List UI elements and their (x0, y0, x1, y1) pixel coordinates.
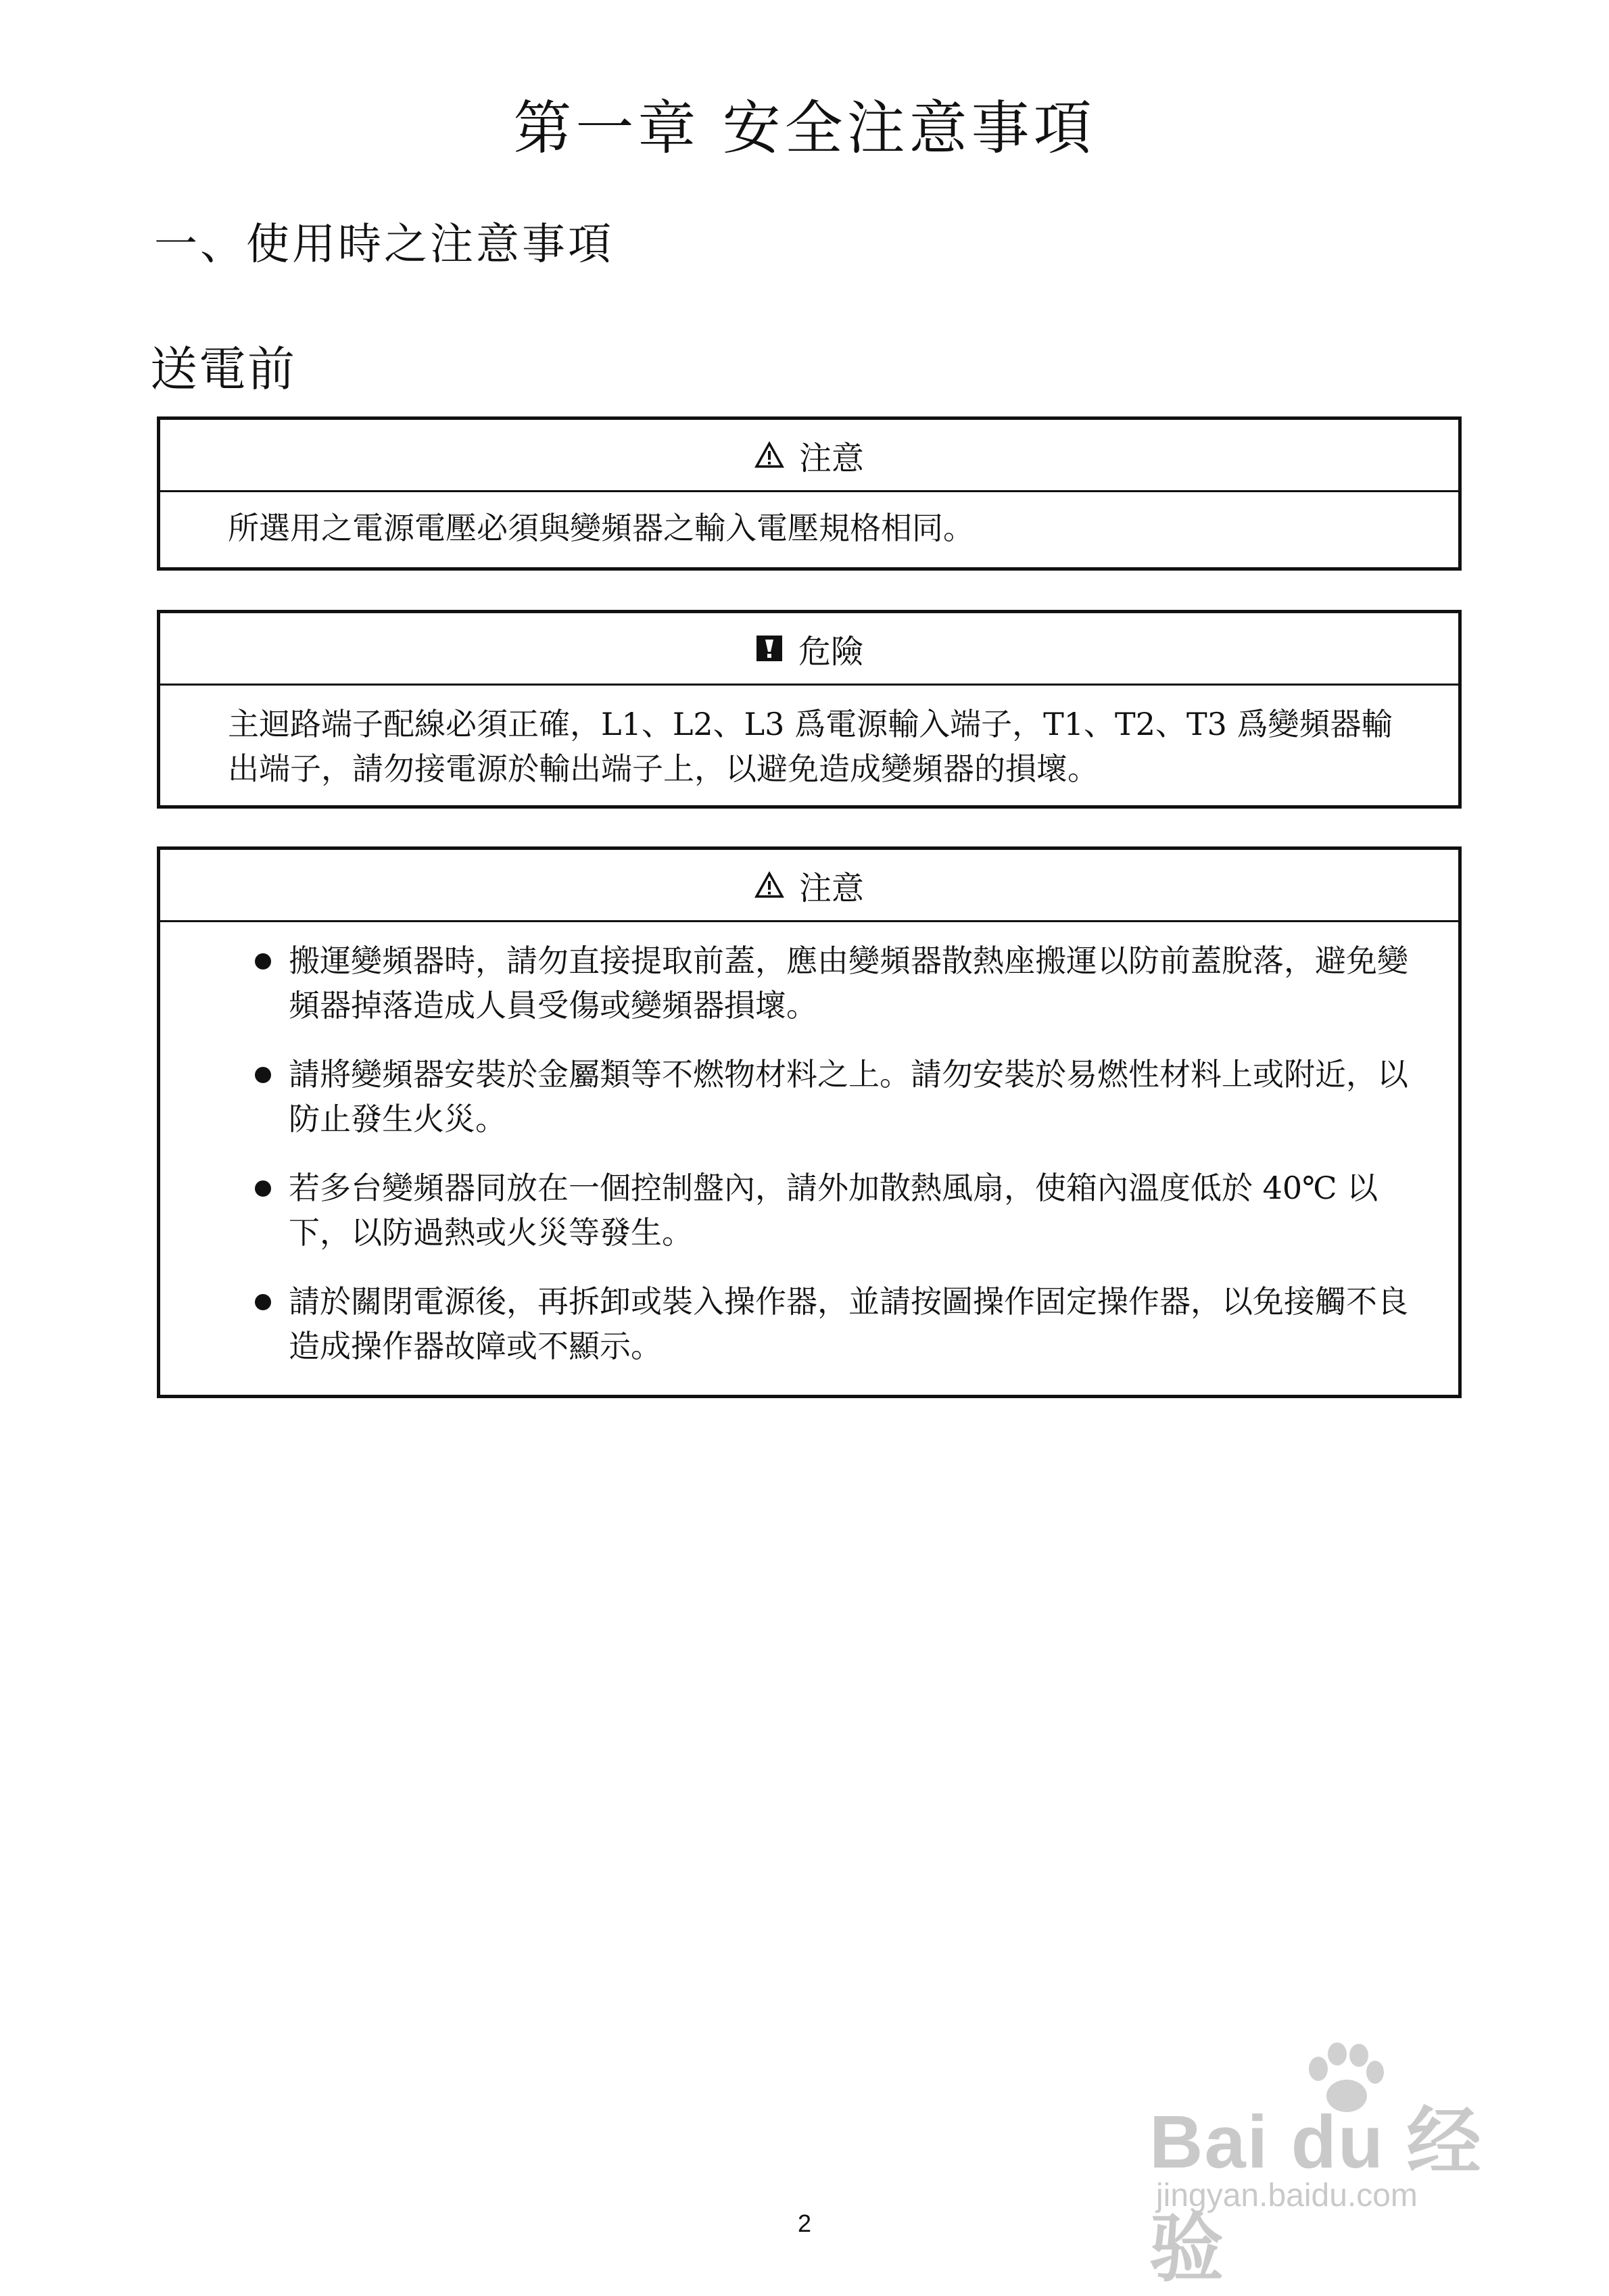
danger-label: 危險 (798, 632, 863, 671)
list-item-text: 若多台變頻器同放在一個控制盤內，請外加散熱風扇，使箱內溫度低於 40℃ 以下，以防過熱或火災等發生。 (289, 1170, 1378, 1251)
caution-label: 注意 (798, 869, 864, 907)
watermark-logo: Bai du 经验 (1149, 2101, 1483, 2291)
list-item-text: 搬運變頻器時，請勿直接提取前蓋，應由變頻器散熱座搬運以防前蓋脫落，避免變頻器掉落造成人員受傷或變頻器損壞。 (289, 942, 1408, 1024)
danger-box-text: 主迴路端子配線必須正確，L1、L2、L3 爲電源輸入端子，T1、T2、T3 爲變頻器輸出端子，請勿接電源於輸出端子上，以避免造成變頻器的損壞。 (228, 706, 1393, 787)
caution-label: 注意 (798, 439, 864, 477)
caution-box-header (160, 850, 1458, 922)
list-item-text: 請於關閉電源後，再拆卸或裝入操作器，並請按圖操作固定操作器，以免接觸不良造成操作器故障或不顯示。 (289, 1283, 1408, 1364)
section-title: 一、使用時之注意事項 (154, 220, 614, 270)
list-item (228, 938, 1416, 1028)
bullet-icon (228, 938, 289, 1028)
caution-box-text: 所選用之電源電壓必須與變頻器之輸入電壓規格相同。 (228, 510, 974, 546)
caution-box-handling (157, 846, 1462, 1398)
warning-triangle-icon (754, 441, 784, 469)
bullet-icon (228, 1166, 289, 1255)
caution-box-voltage (157, 416, 1462, 571)
subsection-title: 送電前 (150, 341, 296, 397)
baidu-watermark (1136, 2042, 1514, 2291)
watermark-url: jingyan.baidu.com (1156, 2178, 1418, 2214)
danger-box-wiring (157, 610, 1462, 809)
danger-exclamation-icon (755, 634, 784, 663)
list-item-text: 請將變頻器安裝於金屬類等不燃物材料之上。請勿安裝於易燃性材料上或附近，以防止發生火災。 (289, 1056, 1408, 1137)
caution-list (160, 922, 1458, 1368)
list-item (228, 1279, 1416, 1368)
page-number: 2 (797, 2209, 812, 2237)
bullet-icon (228, 1052, 289, 1141)
warning-triangle-icon (754, 871, 784, 899)
chapter-title: 第一章 安全注意事項 (513, 95, 1096, 162)
danger-box-header (160, 613, 1458, 686)
list-item (228, 1166, 1416, 1255)
list-item (228, 1052, 1416, 1141)
bullet-icon (228, 1279, 289, 1368)
caution-box-header (160, 420, 1458, 492)
